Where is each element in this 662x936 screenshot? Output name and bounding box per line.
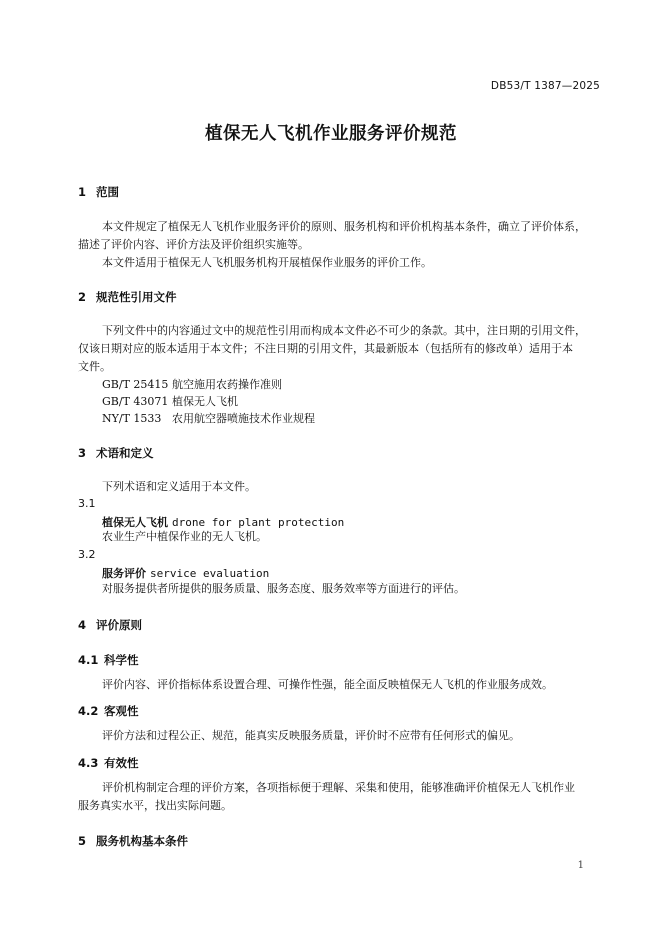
clause-4-3-text: 评价机构制定合理的评价方案，各项指标便于理解、采集和使用，能够准确评价植保无人飞机作业 [102,781,575,794]
section-title: 评价原则 [96,618,142,632]
section-title: 范围 [96,185,119,199]
term-zh: 植保无人飞机 [102,516,168,529]
section-number: 1 [78,185,87,199]
section-number: 4 [78,618,87,632]
term-zh: 服务评价 [102,567,146,580]
term-title [102,565,269,581]
standard-code: DB53/T 1387—2025 [490,80,600,92]
section-3-heading [78,445,154,461]
section-4-heading [78,617,142,633]
reference-item [102,376,282,392]
reference-item [102,410,315,426]
section-1-paragraph-1: 本文件规定了植保无人飞机作业服务评价的原则、服务机构和评价机构基本条件，确立了评价体系， [102,220,586,233]
term-en: drone for plant protection [172,516,345,529]
reference-name: 植保无人飞机 [172,395,238,408]
section-3-intro: 下列术语和定义适用于本文件。 [102,480,256,493]
section-title: 规范性引用文件 [96,290,177,304]
section-title: 服务机构基本条件 [96,834,188,848]
section-1-paragraph-2: 本文件适用于植保无人飞机服务机构开展植保作业服务的评价工作。 [102,256,432,269]
section-number: 2 [78,290,87,304]
clause-title: 客观性 [104,704,139,718]
reference-name: 农用航空器喷施技术作业规程 [172,412,315,425]
section-1-heading [78,184,119,200]
clause-number: 4.3 [78,756,99,770]
clause-4-2-text: 评价方法和过程公正、规范，能真实反映服务质量，评价时不应带有任何形式的偏见。 [102,729,520,742]
section-number: 5 [78,834,87,848]
section-1-paragraph-1-cont: 描述了评价内容、评价方法及评价组织实施等。 [78,238,309,251]
clause-title: 有效性 [104,756,139,770]
term-definition: 对服务提供者所提供的服务质量、服务态度、服务效率等方面进行的评估。 [102,582,465,595]
clause-4-3-heading [78,755,139,771]
clause-number: 4.1 [78,653,99,667]
page-number: 1 [577,860,584,871]
reference-code: NY/T 1533 [102,412,162,425]
clause-4-2-heading [78,703,139,719]
clause-4-1-text: 评价内容、评价指标体系设置合理、可操作性强，能全面反映植保无人飞机的作业服务成效。 [102,678,553,691]
clause-number: 4.2 [78,704,99,718]
term-definition: 农业生产中植保作业的无人飞机。 [102,530,267,543]
term-en: service evaluation [150,567,270,580]
section-2-paragraph-cont: 文件。 [78,360,111,373]
section-number: 3 [78,446,87,460]
reference-item [102,393,238,409]
section-2-paragraph: 下列文件中的内容通过文中的规范性引用而构成本文件必不可少的条款。其中，注日期的引用文件， [102,324,586,337]
term-number: 3.1 [78,497,96,510]
reference-name: 航空施用农药操作准则 [172,378,282,391]
reference-code: GB/T 43071 [102,395,169,408]
section-2-paragraph-cont: 仅该日期对应的版本适用于本文件；不注日期的引用文件，其最新版本（包括所有的修改单）适用于本 [78,342,573,355]
term-number: 3.2 [78,548,96,561]
section-2-heading [78,289,177,305]
clause-title: 科学性 [104,653,139,667]
clause-4-3-text-cont: 服务真实水平，找出实际问题。 [78,799,232,812]
section-title: 术语和定义 [96,446,154,460]
clause-4-1-heading [78,652,139,668]
section-5-heading [78,833,188,849]
reference-code: GB/T 25415 [102,378,169,391]
page-title: 植保无人飞机作业服务评价规范 [205,124,457,144]
